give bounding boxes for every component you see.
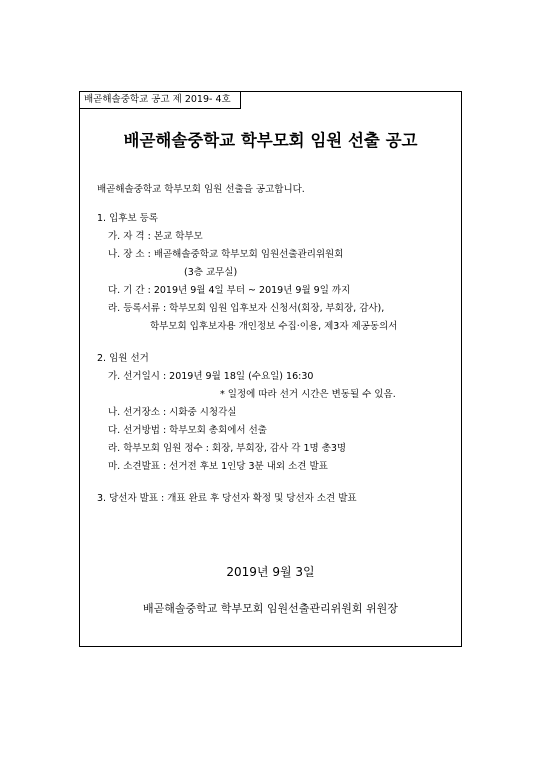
section-1-item-documents-cont: 학부모회 입후보자용 개인정보 수집·이용, 제3자 제공동의서 bbox=[150, 321, 398, 332]
section-2-item-note: * 일정에 따라 선거 시간은 변동될 수 있음. bbox=[220, 389, 396, 400]
section-1-item-documents: 라. 등록서류 : 학부모회 임원 입후보자 신청서(회장, 부회장, 감사), bbox=[108, 303, 385, 314]
section-3-heading: 3. 당선자 발표 : 개표 완료 후 당선자 확정 및 당선자 소견 발표 bbox=[97, 493, 357, 504]
intro-text: 배곧해솔중학교 학부모회 임원 선출을 공고합니다. bbox=[97, 184, 305, 195]
section-1-item-period: 다. 기 간 : 2019년 9월 4일 부터 ~ 2019년 9월 9일 까지 bbox=[108, 285, 351, 296]
section-2-item-speech: 마. 소견발표 : 선거전 후보 1인당 3분 내외 소견 발표 bbox=[108, 461, 328, 472]
page-title: 배곧해솔중학교 학부모회 임원 선출 공고 bbox=[123, 131, 418, 150]
section-1-item-qualification: 가. 자 격 : 본교 학부모 bbox=[108, 231, 203, 242]
section-2-heading: 2. 임원 선거 bbox=[97, 353, 149, 364]
signer: 배곧해솔중학교 학부모회 임원선출관리위원회 위원장 bbox=[143, 602, 398, 615]
section-2-item-datetime: 가. 선거일시 : 2019년 9월 18일 (수요일) 16:30 bbox=[108, 371, 314, 382]
notice-frame bbox=[79, 91, 462, 647]
notice-date: 2019년 9월 3일 bbox=[226, 565, 315, 579]
notice-number: 배곧해솔중학교 공고 제 2019- 4호 bbox=[80, 92, 241, 109]
section-2-item-method: 다. 선거방법 : 학부모회 총회에서 선출 bbox=[108, 425, 267, 436]
section-2-item-place: 나. 선거장소 : 시화중 시청각실 bbox=[108, 407, 237, 418]
section-2-item-quota: 라. 학부모회 임원 정수 : 회장, 부회장, 감사 각 1명 총3명 bbox=[108, 443, 347, 454]
section-1-item-location-detail: (3층 교무실) bbox=[184, 267, 238, 278]
section-1-item-location: 나. 장 소 : 배곧해솔중학교 학부모회 임원선출관리위원회 bbox=[108, 249, 344, 260]
section-1-heading: 1. 입후보 등록 bbox=[97, 213, 158, 224]
